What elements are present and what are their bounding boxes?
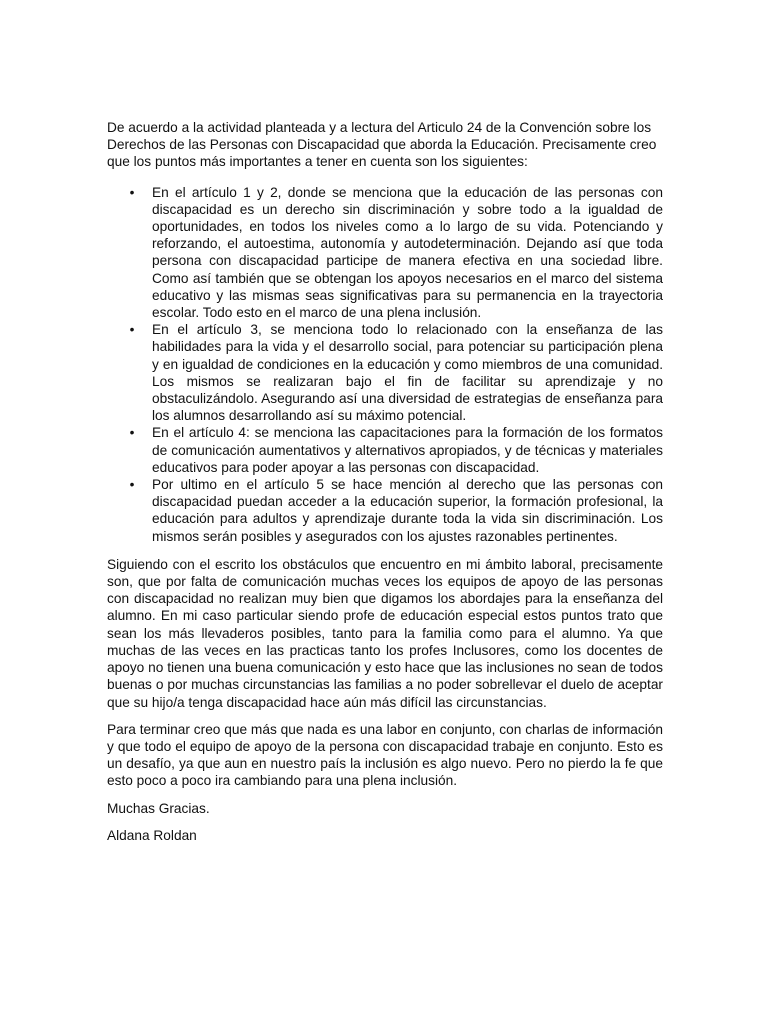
bullet-icon: • <box>129 184 135 200</box>
thanks-line: Muchas Gracias. <box>107 800 210 816</box>
obstacles-paragraph: Siguiendo con el escrito los obstáculos que encuentro en mi ámbito laboral, precisamente son, que por falta de comunicación muchas veces los equipos de apoyo de las personas con discapacidad no realizan muy bien que digamos los abordajes para la enseñanza del alumno. En mi caso particular siendo profe de educación especial estos puntos trato que sean los más llevaderos posibles, tanto para la familia como para el alumno. Ya que muchas de las veces en las practicas tanto los profes Inclusores, como los docentes de apoyo no tienen una buena comunicación y esto hace que las inclusiones no sean de todos buenas o por muchas circunstancias las familias a no poder sobrellevar el duelo de aceptar que su hijo/a tenga discapacidad hace aún más difícil las circunstancias. <box>107 556 663 710</box>
list-item <box>107 476 663 545</box>
list-item <box>107 184 663 322</box>
list-item-text: En el artículo 4: se menciona las capacitaciones para la formación de los formatos de comunicación aumentativos y alternativos apropiados, y de técnicas y materiales educativos para poder apoyar a las personas con discapacidad. <box>152 425 663 475</box>
bullet-icon: • <box>129 322 135 338</box>
list-item <box>107 424 663 476</box>
key-points-list <box>107 184 663 545</box>
bullet-icon: • <box>129 425 135 441</box>
author-signature: Aldana Roldan <box>107 827 197 843</box>
intro-paragraph: De acuerdo a la actividad planteada y a lectura del Articulo 24 de la Convención sobre los Derechos de las Personas con Discapacidad que aborda la Educación. Precisamente creo que los puntos más importantes a tener en cuenta son los siguientes: <box>107 120 657 170</box>
bullet-icon: • <box>129 477 135 493</box>
list-item <box>107 321 663 424</box>
list-item-text: En el artículo 3, se menciona todo lo relacionado con la enseñanza de las habilidades para la vida y el desarrollo social, para potenciar su participación plena y en igualdad de condiciones en la educación y como miembros de una comunidad. Los mismos se realizaran bajo el fin de facilitar su aprendizaje y no obstaculizándolo. Asegurando así una diversidad de estrategias de enseñanza para los alumnos desarrollando así su máximo potencial. <box>152 322 663 424</box>
list-item-text: En el artículo 1 y 2, donde se menciona que la educación de las personas con discapacidad es un derecho sin discriminación y sobre todo a la igualdad de oportunidades, en todos los niveles como a lo largo de su vida. Potenciando y reforzando, el autoestima, autonomía y autodeterminación. Dejando así que toda persona con discapacidad participe de manera efectiva en una sociedad libre. Como así también que se obtengan los apoyos necesarios en el marco del sistema educativo y las mismas seas significativas para su permanencia en la trayectoria escolar. Todo esto en el marco de una plena inclusión. <box>152 184 663 321</box>
list-item-text: Por ultimo en el artículo 5 se hace mención al derecho que las personas con discapacidad puedan acceder a la educación superior, la formación profesional, la educación para adultos y aprendizaje durante toda la vida sin discriminación. Los mismos serán posibles y asegurados con los ajustes razonables pertinentes. <box>152 477 663 544</box>
conclusion-paragraph: Para terminar creo que más que nada es una labor en conjunto, con charlas de información y que todo el equipo de apoyo de la persona con discapacidad trabaje en conjunto. Esto es un desafío, ya que aun en nuestro país la inclusión es algo nuevo. Pero no pierdo la fe que esto poco a poco ira cambiando para una plena inclusión. <box>107 721 663 789</box>
